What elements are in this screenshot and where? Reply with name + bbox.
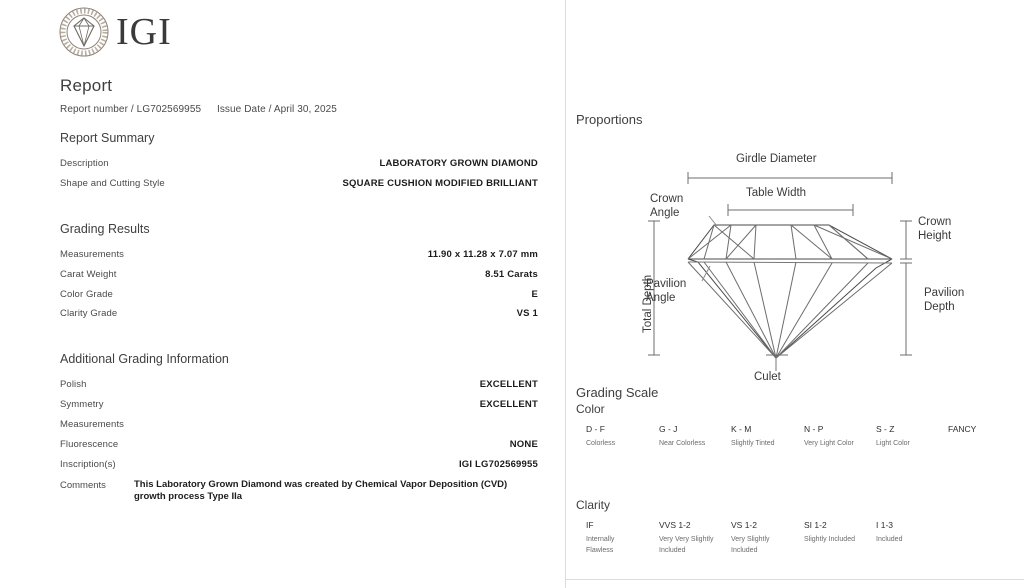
row-label: Color Grade — [60, 288, 113, 300]
label-pavilion-depth-line1: Pavilion — [924, 287, 965, 299]
label-culet: Culet — [754, 371, 781, 383]
proportions-section — [576, 112, 1024, 385]
scale-code: K - M — [731, 424, 752, 434]
vertical-divider — [565, 0, 566, 588]
row-value: SQUARE CUSHION MODIFIED BRILLIANT — [342, 177, 538, 189]
color-scale-row — [576, 424, 1024, 480]
scale-code: VS 1-2 — [731, 520, 757, 530]
issue-date-label: Issue Date / — [216, 104, 272, 115]
table-row — [60, 304, 538, 324]
scale-code: SI 1-2 — [804, 520, 827, 530]
color-scale-cell — [876, 424, 932, 450]
row-value: VS 1 — [516, 308, 538, 320]
table-row — [60, 455, 538, 475]
scale-desc: Slightly Included — [804, 536, 855, 543]
scale-code: IF — [586, 520, 594, 530]
scale-desc: Colorless — [586, 440, 616, 447]
grading-scale-heading: Grading Scale — [576, 385, 659, 400]
page-title: Report — [60, 76, 113, 95]
row-value: EXCELLENT — [479, 399, 538, 411]
label-pavilion-angle-line2: Angle — [646, 292, 676, 304]
row-label: Carat Weight — [60, 268, 117, 280]
table-row — [60, 245, 538, 265]
section-additional-grading-heading: Additional Grading Information — [60, 352, 229, 367]
report-number-label: Report number / — [60, 104, 134, 115]
row-label: Shape and Cutting Style — [60, 177, 165, 189]
scale-desc: Near Colorless — [659, 440, 706, 447]
scale-code: VVS 1-2 — [659, 520, 691, 530]
table-row — [60, 435, 538, 455]
color-scale-heading: Color — [576, 402, 605, 416]
color-scale-cell — [731, 424, 787, 450]
row-value: 8.51 Carats — [485, 268, 538, 280]
scale-code: S - Z — [876, 424, 895, 434]
table-row — [60, 265, 538, 285]
grading-scale-color-section — [576, 385, 1024, 480]
row-label: Clarity Grade — [60, 308, 118, 320]
clarity-scale-row — [576, 520, 1024, 576]
section-report-summary-heading: Report Summary — [60, 131, 155, 145]
brand-logo — [58, 6, 172, 58]
igi-diamond-seal-logo-icon — [58, 6, 110, 58]
scale-desc: Slightly Tinted — [731, 440, 775, 447]
color-scale-cell — [948, 424, 1004, 439]
table-row — [60, 174, 538, 194]
scale-code: G - J — [659, 424, 678, 434]
clarity-scale-heading: Clarity — [576, 498, 611, 512]
report-meta — [60, 104, 538, 115]
row-label: Inscription(s) — [60, 458, 116, 470]
row-value: E — [531, 288, 538, 300]
clarity-scale-cell — [731, 520, 795, 557]
clarity-scale-cell — [804, 520, 860, 546]
row-value: LABORATORY GROWN DIAMOND — [379, 158, 538, 169]
row-value: IGI LG702569955 — [458, 458, 538, 470]
label-pavilion-depth-line2: Depth — [924, 301, 955, 313]
label-crown-height-line1: Crown — [918, 216, 952, 228]
report-number: LG702569955 — [136, 104, 202, 115]
clarity-scale-cell — [876, 520, 932, 546]
clarity-scale-cell — [659, 520, 723, 557]
issue-date: April 30, 2025 — [273, 104, 337, 115]
table-row — [60, 395, 538, 415]
comments-value: This Laboratory Grown Diamond was created by Chemical Vapor Deposition (CVD) growth process Type IIa — [134, 478, 508, 503]
row-label: Polish — [60, 379, 87, 391]
row-label: Measurements — [60, 419, 125, 430]
diamond-proportions-diagram — [576, 133, 1024, 385]
scale-code: I 1-3 — [876, 520, 894, 530]
label-crown-angle-line1: Crown — [650, 193, 684, 205]
scale-desc: Very Light Color — [804, 440, 854, 447]
table-row — [60, 415, 538, 435]
row-value: 11.90 x 11.28 x 7.07 mm — [427, 248, 538, 260]
row-value: NONE — [509, 438, 538, 450]
bottom-divider — [565, 579, 1024, 580]
label-total-depth: Total Depth — [642, 274, 654, 333]
color-scale-cell — [586, 424, 642, 450]
row-value: EXCELLENT — [479, 379, 538, 391]
label-crown-height-line2: Height — [918, 230, 952, 242]
scale-code: N - P — [804, 424, 824, 434]
table-row — [60, 154, 538, 174]
table-row — [60, 285, 538, 305]
comments-label: Comments — [60, 479, 106, 491]
scale-desc: Internally Flawless — [586, 536, 615, 554]
grading-scale-clarity-section — [576, 498, 1024, 576]
scale-desc: Very Very Slightly Included — [659, 536, 714, 554]
row-label: Description — [60, 158, 109, 169]
row-label: Symmetry — [60, 399, 104, 411]
scale-desc: Light Color — [876, 440, 910, 447]
label-pavilion-angle-line1: Pavilion — [646, 278, 687, 290]
proportions-heading: Proportions — [576, 112, 643, 127]
label-crown-angle-line2: Angle — [650, 207, 680, 219]
scale-code: FANCY — [948, 424, 977, 434]
scale-code: D - F — [586, 424, 605, 434]
color-scale-cell — [804, 424, 860, 450]
scale-desc: Included — [876, 536, 903, 543]
clarity-scale-cell — [586, 520, 642, 557]
brand-name: IGI — [116, 11, 172, 53]
table-row — [60, 375, 538, 395]
label-table-width: Table Width — [746, 187, 807, 199]
label-girdle-diameter: Girdle Diameter — [736, 153, 817, 165]
scale-desc: Very Slightly Included — [731, 536, 770, 554]
comments-row — [60, 475, 538, 505]
color-scale-cell — [659, 424, 715, 450]
row-label: Fluorescence — [60, 438, 119, 450]
row-label: Measurements — [60, 248, 125, 260]
section-grading-results-heading: Grading Results — [60, 221, 150, 236]
left-column — [60, 76, 538, 504]
